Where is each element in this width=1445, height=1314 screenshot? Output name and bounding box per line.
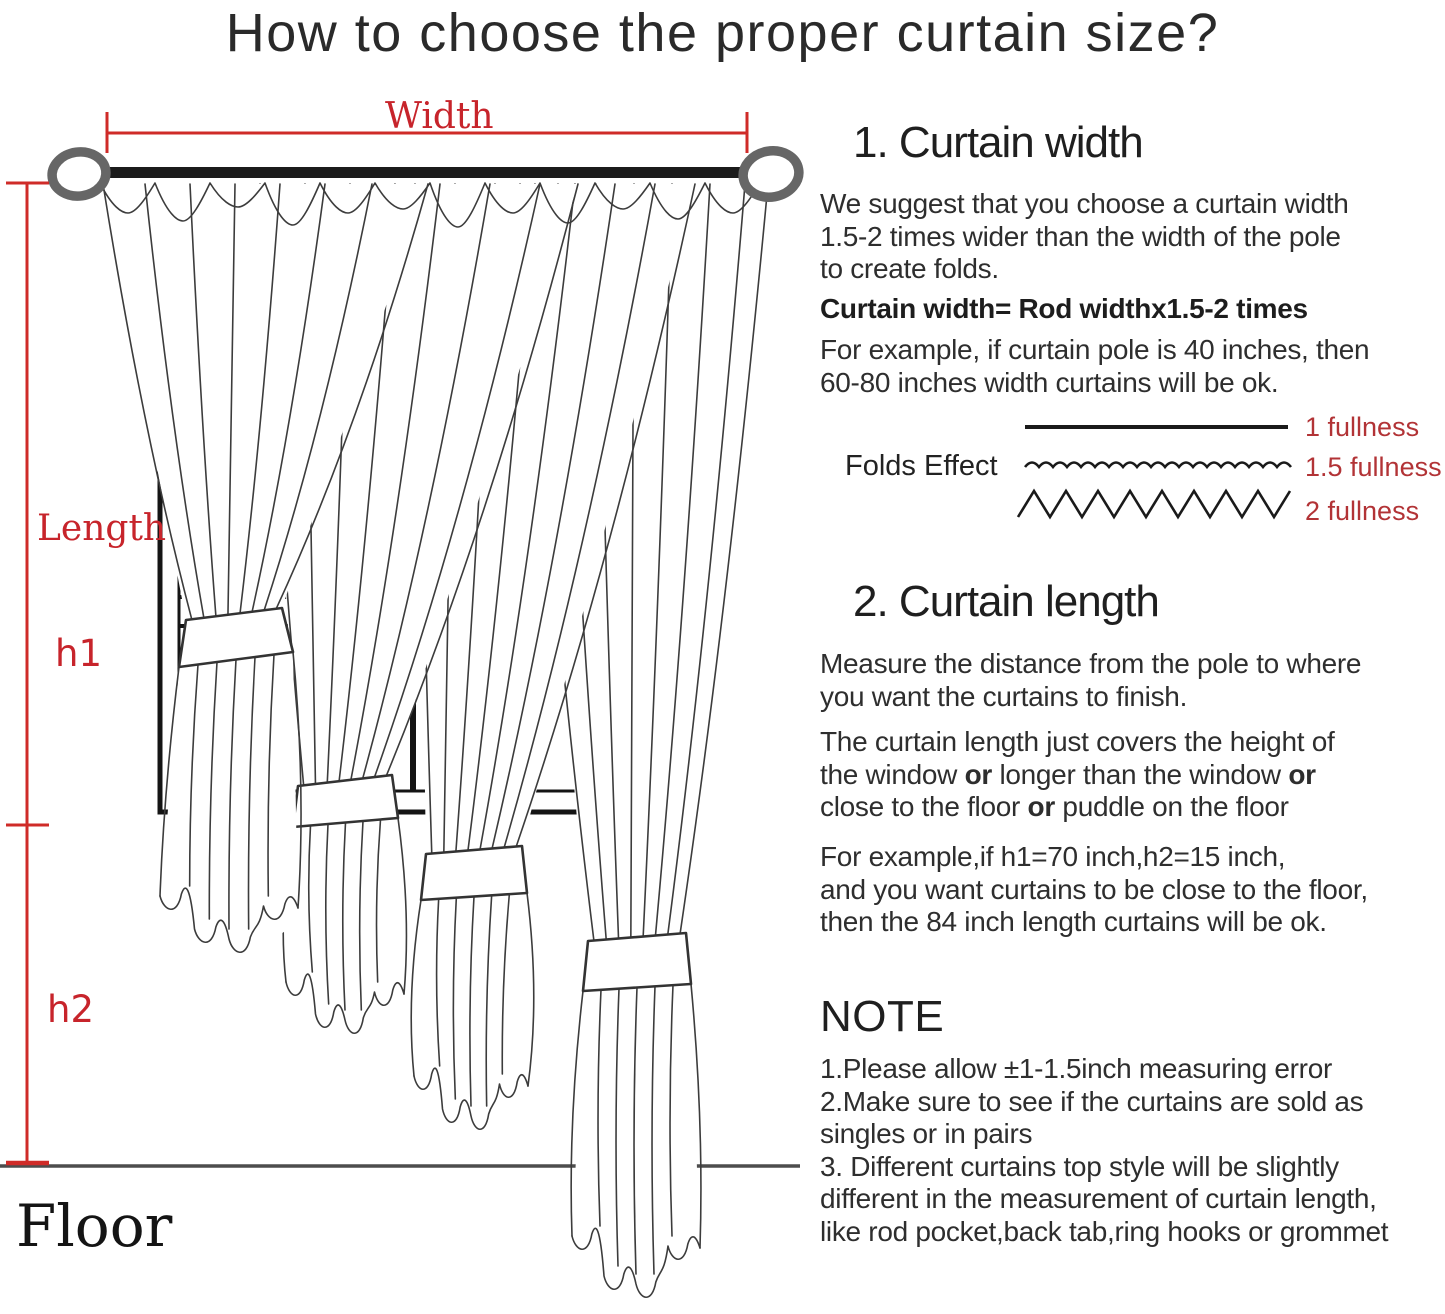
text-segment: close to the floor (820, 791, 1028, 822)
floor-label: Floor (16, 1192, 173, 1260)
note-list (820, 1053, 1388, 1248)
rod-ring-left (49, 148, 109, 199)
text-line: to create folds. (820, 253, 999, 284)
fullness-2-line (1018, 491, 1290, 517)
section-width-example (820, 334, 1369, 399)
text-line: different in the measurement of curtain length, (820, 1183, 1377, 1214)
text-line: For example, if curtain pole is 40 inches, then (820, 334, 1370, 365)
fullness-1-5-label: 1.5 fullness (1305, 452, 1442, 482)
text-segment: longer than the window (991, 758, 1289, 790)
text-line: singles or in pairs (820, 1118, 1033, 1149)
note-heading: NOTE (820, 992, 945, 1041)
section-width-heading: 1. Curtain width (853, 118, 1143, 167)
text-segment-bold: or (1288, 758, 1316, 790)
section-length-p1 (820, 648, 1361, 713)
width-label: Width (385, 96, 494, 137)
text-line: and you want curtains to be close to the floor, (820, 873, 1368, 905)
curtain-width-formula: Curtain width= Rod widthx1.5-2 times (820, 293, 1308, 324)
text-line: like rod pocket,back tab,ring hooks or grommet (820, 1215, 1389, 1247)
section-width-paragraph (820, 188, 1349, 286)
text-line: The curtain length just covers the height of (820, 726, 1335, 757)
folds-effect-lines (1018, 427, 1291, 517)
h2-label: h2 (47, 988, 94, 1031)
text-segment: puddle on the floor (1054, 791, 1289, 822)
text-line (820, 759, 1334, 792)
text-segment: the window (820, 758, 965, 790)
page-title: How to choose the proper curtain size? (225, 3, 1220, 63)
text-line: you want the curtains to finish. (820, 680, 1188, 712)
folds-effect-label: Folds Effect (845, 450, 998, 482)
text-line (820, 791, 1334, 824)
text-line: For example,if h1=70 inch,h2=15 inch, (820, 841, 1286, 872)
text-line: then the 84 inch length curtains will be ok. (820, 906, 1327, 937)
fullness-1-label: 1 fullness (1305, 412, 1420, 442)
section-length-p2 (820, 726, 1334, 824)
curtain-fabric (100, 183, 768, 1300)
section-length-heading: 2. Curtain length (853, 577, 1159, 626)
text-line: 2.Make sure to see if the curtains are sold as (820, 1085, 1364, 1117)
text-line: 3. Different curtains top style will be slightly (820, 1150, 1339, 1182)
section-length-example (820, 841, 1368, 939)
fullness-1-5-line (1025, 463, 1291, 468)
text-segment-bold: or (1027, 791, 1055, 822)
fullness-2-label: 2 fullness (1305, 496, 1420, 526)
rod-ring-right (739, 146, 802, 201)
text-line: Measure the distance from the pole to where (820, 648, 1362, 679)
h1-label: h1 (55, 632, 102, 675)
length-label: Length (37, 508, 167, 549)
length-measure-line (6, 183, 49, 1163)
text-segment-bold: or (964, 758, 992, 790)
text-line: 60-80 inches width curtains will be ok. (820, 366, 1279, 398)
text-line: 1.5-2 times wider than the width of the pole (820, 220, 1341, 252)
text-line: 1.Please allow ±1-1.5inch measuring error (820, 1053, 1332, 1084)
text-line: We suggest that you choose a curtain width (820, 188, 1349, 219)
